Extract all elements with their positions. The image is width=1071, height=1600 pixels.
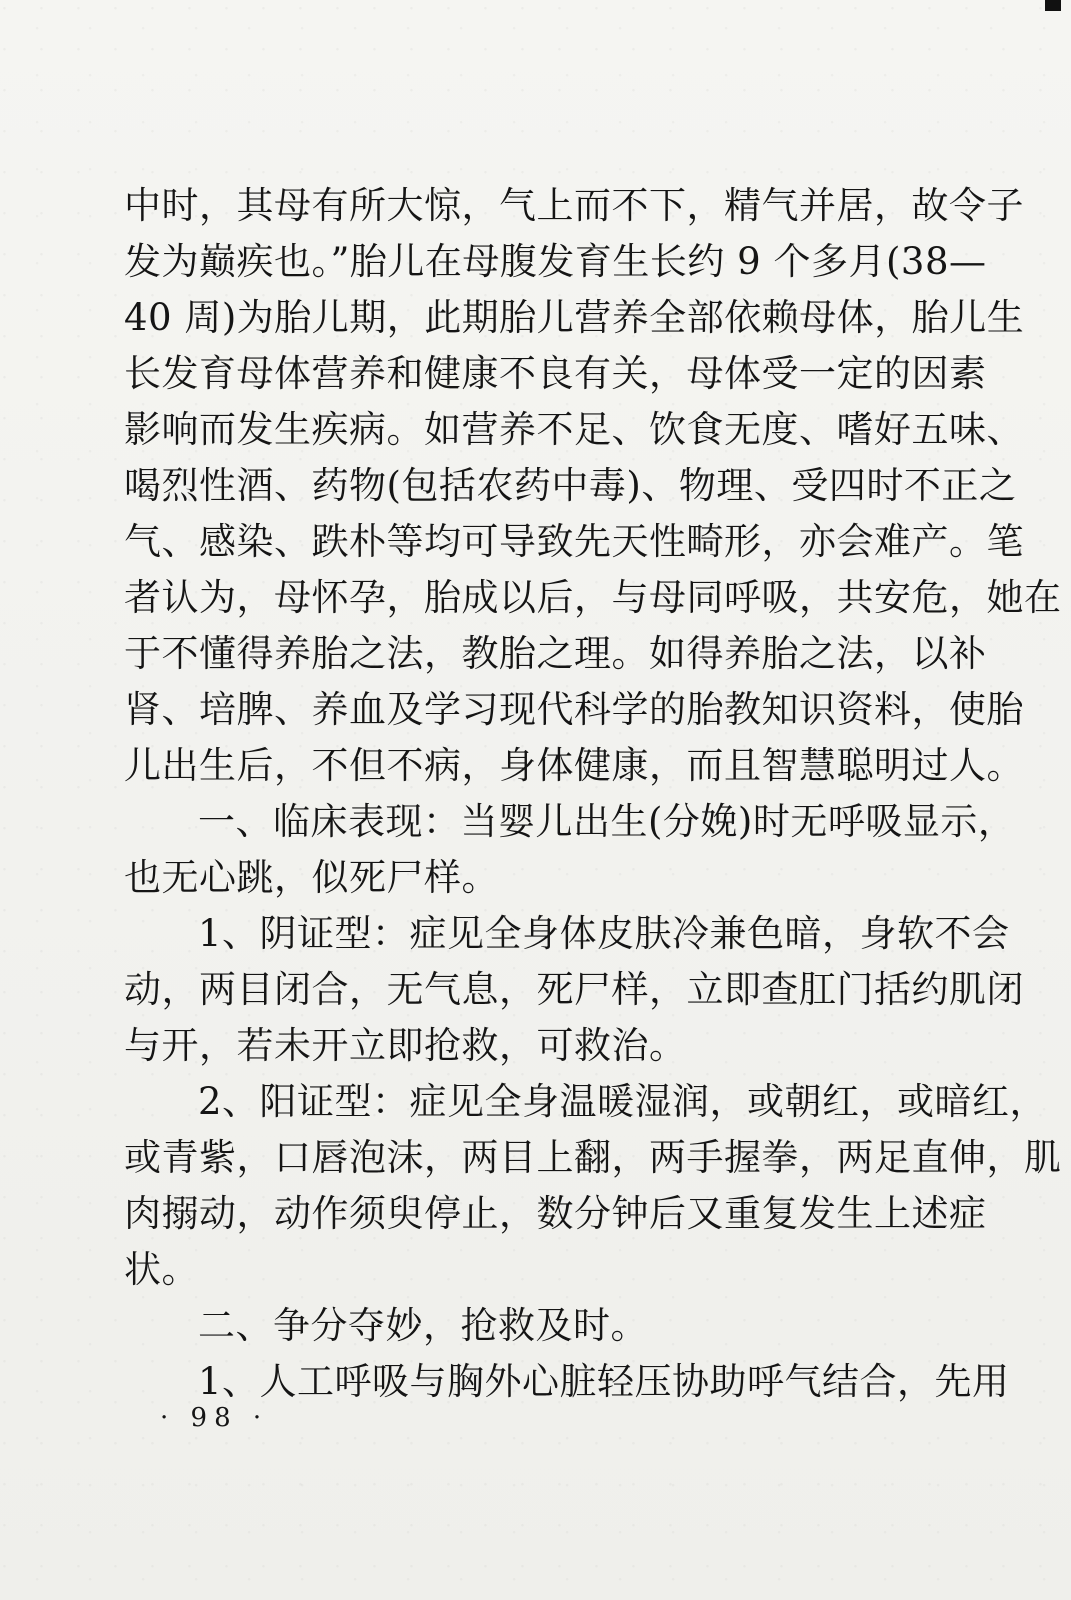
text-line-16: 与开，若未开立即抢救，可救治。 (124, 1024, 687, 1067)
text-line-18: 或青紫，口唇泡沫，两目上翻，两手握拳，两足直伸，肌 (124, 1136, 1062, 1179)
text-line-15: 动，两目闭合，无气息，死尸样，立即查肛门括约肌闭 (124, 968, 1024, 1011)
page-number: · 98 · (160, 1403, 269, 1433)
text-line-4: 长发育母体营养和健康不良有关，母体受一定的因素 (124, 352, 987, 395)
text-line-13: 也无心跳，似死尸样。 (124, 856, 499, 899)
text-line-6: 喝烈性酒、药物(包括农药中毒)、物理、受四时不正之 (124, 464, 1017, 507)
section-heading-clinical: 一、临床表现：当婴儿出生(分娩)时无呼吸显示， (198, 800, 1016, 843)
body-text (124, 178, 1062, 1410)
subheading-artificial-respiration: 1、人工呼吸与胸外心脏轻压协助呼气结合，先用 (198, 1360, 1010, 1403)
text-line-10: 肾、培脾、养血及学习现代科学的胎教知识资料，使胎 (124, 688, 1024, 731)
text-line-20: 状。 (124, 1248, 199, 1291)
text-line-11: 儿出生后，不但不病，身体健康，而且智慧聪明过人。 (124, 744, 1024, 787)
text-line-8: 者认为，母怀孕，胎成以后，与母同呼吸，共安危，她在 (124, 576, 1062, 619)
text-line-1: 中时，其母有所大惊，气上而不下，精气并居，故令子 (124, 184, 1024, 227)
text-line-2: 发为巅疾也。”胎儿在母腹发育生长约 9 个多月(38— (124, 240, 987, 283)
text-line-3: 40 周)为胎儿期，此期胎儿营养全部依赖母体，胎儿生 (124, 296, 1025, 339)
subheading-yang-type: 2、阳证型：症见全身温暖湿润，或朝红，或暗红， (198, 1080, 1048, 1123)
section-heading-rescue: 二、争分夺妙，抢救及时。 (198, 1304, 648, 1347)
text-line-9: 于不懂得养胎之法，教胎之理。如得养胎之法，以补 (124, 632, 987, 675)
text-line-19: 肉搦动，动作须臾停止，数分钟后又重复发生上述症 (124, 1192, 987, 1235)
subheading-yin-type: 1、阴证型：症见全身体皮肤冷兼色暗，身软不会 (198, 912, 1010, 955)
text-line-5: 影响而发生疾病。如营养不足、饮食无度、嗜好五味、 (124, 408, 1024, 451)
scan-corner-mark (1045, 0, 1061, 11)
text-line-7: 气、感染、跌朴等均可导致先天性畸形，亦会难产。笔 (124, 520, 1024, 563)
